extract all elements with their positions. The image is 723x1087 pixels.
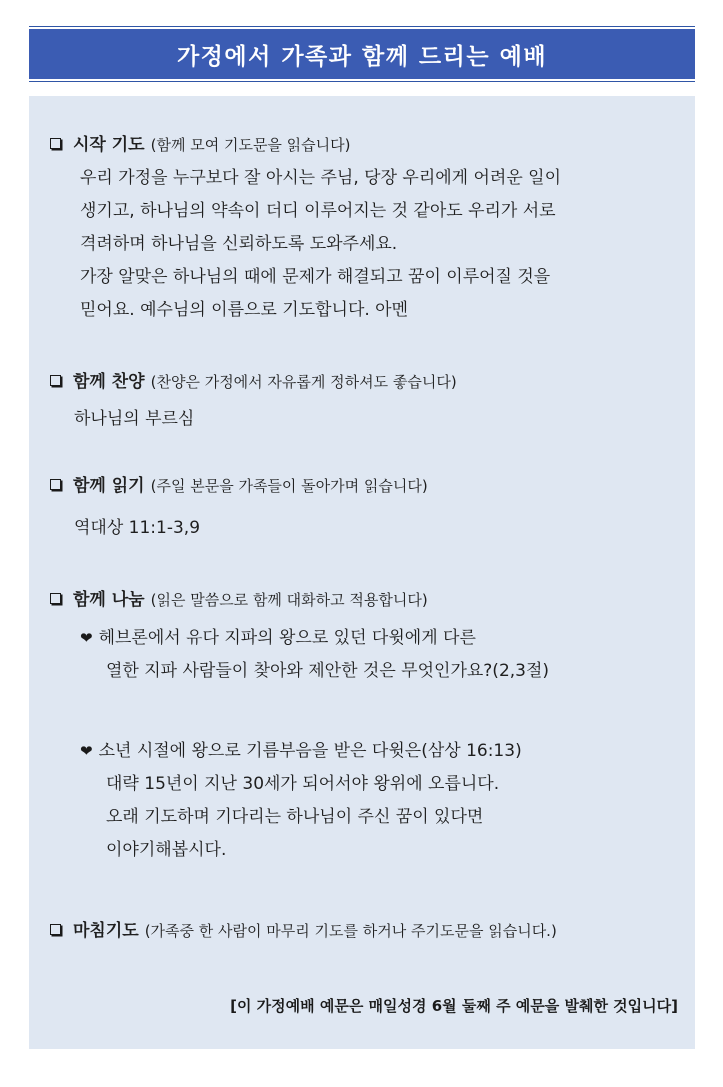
checkbox-bullet-icon	[50, 593, 61, 604]
question-line: 열한 지파 사람들이 찾아와 제안한 것은 무엇인가요?(2,3절)	[106, 661, 550, 681]
title-top-rule	[29, 26, 695, 27]
section-note: (찬양은 가정에서 자유롭게 정하셔도 좋습니다)	[150, 373, 457, 391]
checkbox-bullet-icon	[50, 924, 61, 935]
prayer-line: 믿어요. 예수님의 이름으로 기도합니다. 아멘	[80, 300, 409, 320]
section-opening-prayer-heading	[50, 134, 351, 156]
source-footnote: [이 가정예배 예문은 매일성경 6월 둘째 주 예문을 발췌한 것입니다]	[230, 997, 678, 1015]
checkbox-bullet-icon	[50, 479, 61, 490]
prayer-line: 우리 가정을 누구보다 잘 아시는 주님, 당장 우리에게 어려운 일이	[80, 168, 562, 188]
section-title: 함께 나눔	[73, 590, 145, 610]
question-line	[80, 740, 522, 762]
prayer-line: 격려하며 하나님을 신뢰하도록 도와주세요.	[80, 234, 398, 254]
checkbox-bullet-icon	[50, 138, 61, 149]
section-note: (함께 모여 기도문을 읽습니다)	[150, 136, 351, 154]
praise-song: 하나님의 부르심	[74, 409, 195, 429]
section-title: 함께 읽기	[73, 476, 145, 496]
section-sharing-heading	[50, 589, 428, 611]
checkbox-bullet-icon	[50, 375, 61, 386]
question-line: 이야기해봅시다.	[106, 840, 227, 860]
question-text: 소년 시절에 왕으로 기름부음을 받은 다윗은(삼상 16:13)	[98, 741, 522, 761]
heart-bullet-icon: ❤	[80, 742, 93, 760]
scripture-reference: 역대상 11:1-3,9	[74, 518, 201, 538]
question-line	[80, 627, 476, 649]
section-reading-heading	[50, 475, 428, 497]
section-title: 마침기도	[73, 921, 139, 941]
page-title: 가정에서 가족과 함께 드리는 예배	[29, 29, 695, 79]
prayer-line: 생기고, 하나님의 약속이 더디 이루어지는 것 같아도 우리가 서로	[80, 201, 556, 221]
title-bottom-rule	[29, 81, 695, 82]
section-title: 시작 기도	[73, 135, 145, 155]
section-note: (읽은 말씀으로 함께 대화하고 적용합니다)	[150, 591, 428, 609]
section-note: (주일 본문을 가족들이 돌아가며 읽습니다)	[150, 477, 428, 495]
section-title: 함께 찬양	[73, 372, 145, 392]
section-closing-prayer-heading	[50, 920, 557, 942]
question-line: 오래 기도하며 기다리는 하나님이 주신 꿈이 있다면	[106, 807, 484, 827]
section-praise-heading	[50, 371, 457, 393]
heart-bullet-icon: ❤	[80, 629, 93, 647]
section-note: (가족중 한 사람이 마무리 기도를 하거나 주기도문을 읽습니다.)	[144, 922, 557, 940]
question-text: 헤브론에서 유다 지파의 왕으로 있던 다윗에게 다른	[98, 628, 476, 648]
prayer-line: 가장 알맞은 하나님의 때에 문제가 해결되고 꿈이 이루어질 것을	[80, 267, 551, 287]
question-line: 대략 15년이 지난 30세가 되어서야 왕위에 오릅니다.	[106, 774, 500, 794]
